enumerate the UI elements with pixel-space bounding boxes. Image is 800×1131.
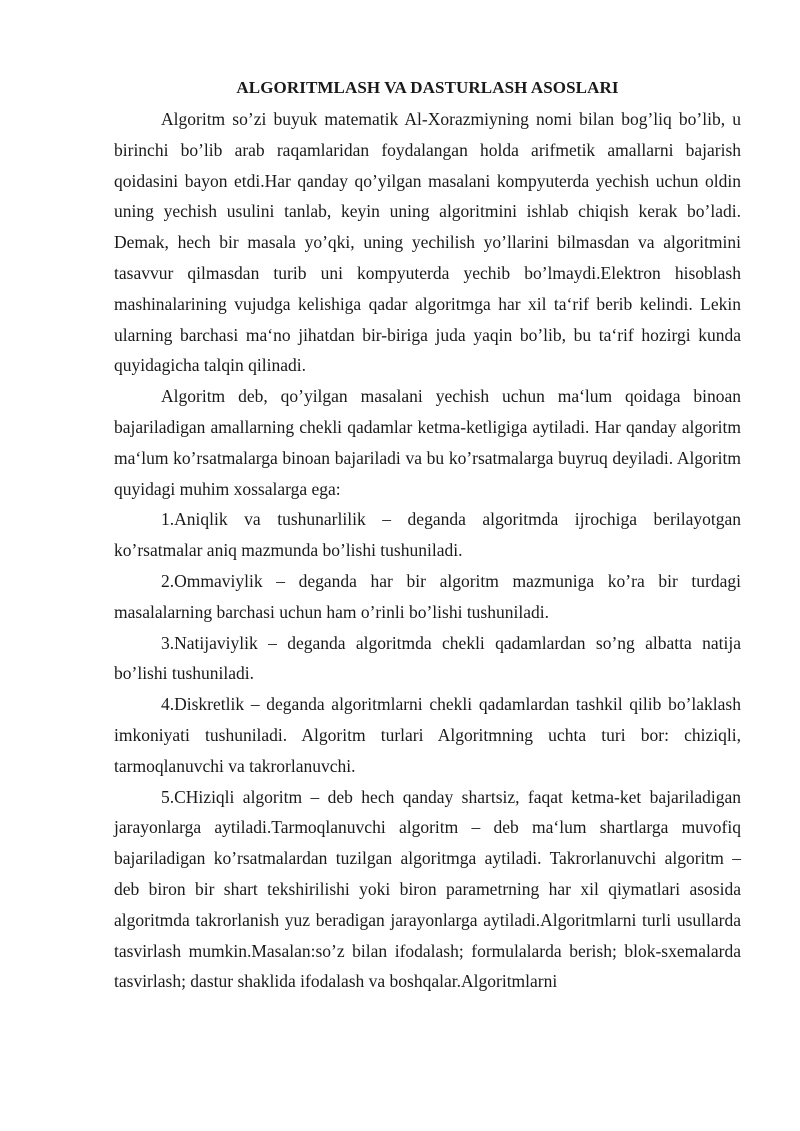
paragraph-definition: Algoritm deb, qo’yilgan masalani yechish uchun ma‘lum qoidaga binoan bajariladigan amallarning chekli qadamlar ketma-ketligiga aytiladi. Har qanday algoritm ma‘lum ko’rsatmalarga binoan bajariladi va bu ko’rsatmalarga buyruq deyiladi. Algoritm quyidagi muhim xossalarga ega:	[114, 386, 741, 499]
paragraph-intro: Algoritm so’zi buyuk matematik Al-Xorazmiyning nomi bilan bog’liq bo’lib, u birinchi bo’lib arab raqamlaridan foydalangan holda arifmetik amallarni bajarish qoidasini bayon etdi.Har qanday qo’yilgan masalani kompyuterda yechish uchun oldin uning yechish usulini tanlab, keyin uning algoritmini ishlab chiqish kerak bo’ladi. Demak, hech bir masala yo’qki, uning yechilish yo’llarini bilmasdan va algoritmini tasavvur qilmasdan turib uni kompyuterda yechib bo’lmaydi.Elektron hisoblash mashinalarining vujudga kelishiga qadar algoritmga har xil ta‘rif berib kelindi. Lekin ularning barchasi ma‘no jihatdan bir-biriga juda yaqin bo’lib, bu ta‘rif hozirgi kunda quyidagicha talqin qilinadi.	[114, 109, 741, 376]
document-page	[114, 74, 741, 997]
paragraph-property-2: 2.Ommaviylik – deganda har bir algoritm mazmuniga ko’ra bir turdagi masalalarning barchasi uchun ham o’rinli bo’lishi tushuniladi.	[114, 570, 741, 622]
document-title: ALGORITMLASH VA DASTURLASH ASOSLARI	[236, 78, 619, 97]
paragraph-property-1: 1.Aniqlik va tushunarlilik – deganda algoritmda ijrochiga berilayotgan ko’rsatmalar aniq mazmunda bo’lishi tushuniladi.	[114, 509, 741, 561]
paragraph-property-5: 5.CHiziqli algoritm – deb hech qanday shartsiz, faqat ketma-ket bajariladigan jarayonlarga aytiladi.Tarmoqlanuvchi algoritm – deb ma‘lum shartlarga muvofiq bajariladigan ko’rsatmalardan tuzilgan algoritmga aytiladi. Takrorlanuvchi algoritm – deb biron bir shart tekshirilishi yoki biron parametrning har xil qiymatlari asosida algoritmda takrorlanish yuz beradigan jarayonlarga aytiladi.Algoritmlarni turli usullarda tasvirlash mumkin.Masalan:so’z bilan ifodalash; formulalarda berish; blok-sxemalarda tasvirlash; dastur shaklida ifodalash va boshqalar.Algoritmlarni	[114, 786, 741, 992]
paragraph-property-4: 4.Diskretlik – deganda algoritmlarni chekli qadamlardan tashkil qilib bo’laklash imkoniyati tushuniladi. Algoritm turlari Algoritmning uchta turi bor: chiziqli, tarmoqlanuvchi va takrorlanuvchi.	[114, 694, 741, 776]
paragraph-property-3: 3.Natijaviylik – deganda algoritmda chekli qadamlardan so’ng albatta natija bo’lishi tushuniladi.	[114, 632, 741, 684]
